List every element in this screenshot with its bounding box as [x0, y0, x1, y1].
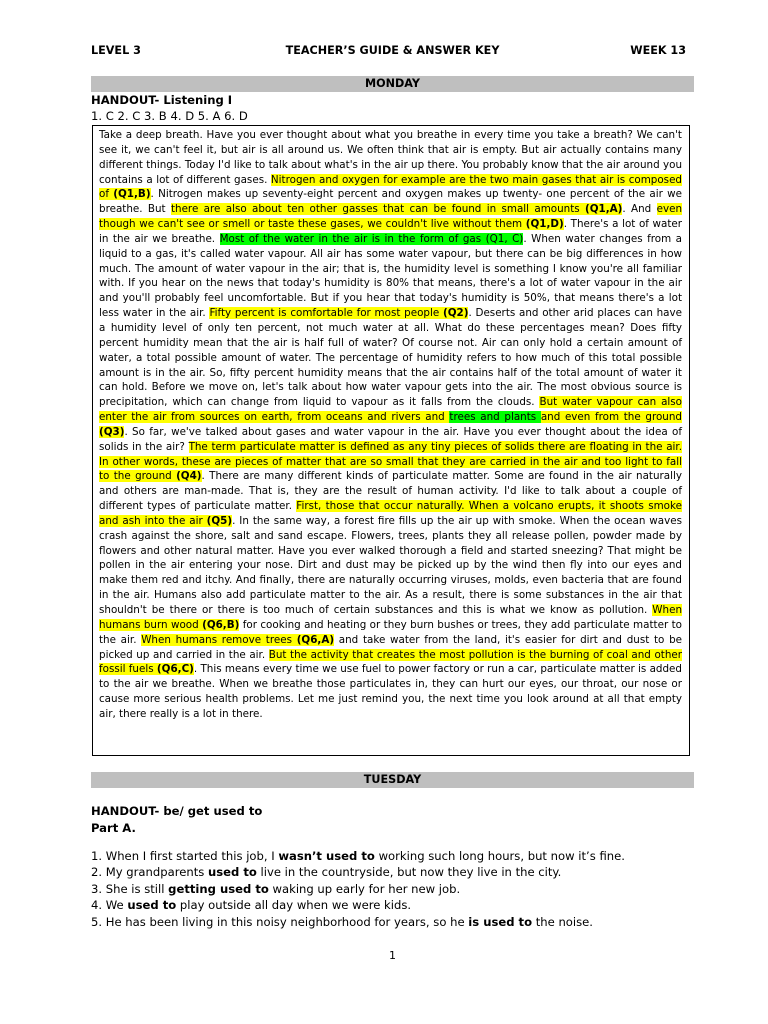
sentence-text: 1. When I first started this job, I	[91, 849, 279, 863]
transcript-segment: When humans burn wood	[99, 604, 682, 631]
week-label: WEEK 13	[630, 44, 686, 57]
transcript-segment: (Q4)	[176, 470, 202, 483]
sentence-item	[91, 897, 625, 913]
answer-sentences	[91, 848, 625, 930]
sentence-text: 5. He has been living in this noisy neighborhood for years, so he	[91, 914, 469, 929]
monday-handout-title: HANDOUT- Listening I	[91, 93, 233, 107]
answer-phrase: used to	[127, 898, 177, 913]
transcript-segment: and even from the ground	[540, 411, 682, 424]
transcript-segment: even though we can't see or smell or taste these gases, we couldn't live without them	[99, 203, 682, 231]
transcript-segment: trees and plants	[449, 411, 541, 424]
transcript-segment: Most of the water in the air is in the form of gas (Q1, C)	[219, 232, 524, 245]
sentence-item	[91, 848, 625, 864]
sentence-text: waking up early for her new job.	[268, 881, 461, 896]
transcript-segment: But the activity that creates the most pollution is the burning of coal and other fossil fuels	[99, 648, 683, 676]
sentence-text: 3. She is still	[91, 881, 169, 896]
tuesday-bar: TUESDAY	[91, 772, 694, 788]
transcript-segment: there are also about ten other gasses that can be found in small amounts	[170, 203, 586, 216]
transcript-segment: (Q6,C)	[156, 663, 194, 676]
sentence-item	[91, 864, 625, 880]
sentence-text: play outside all day when we were kids.	[176, 898, 412, 913]
transcript-segment: (Q1,D)	[525, 218, 564, 231]
transcript-segment: for cooking and heating or they burn bushes or trees, they add particulate matter to the air.	[99, 618, 682, 646]
transcript-segment: . There are many different kinds of particulate matter. Some are found in the air naturally and others are man-made. That is, they are the result of human activity. I'd like to talk about a couple of different types of particulate matter.	[99, 470, 682, 513]
transcript-segment: (Q6,B)	[202, 618, 240, 631]
transcript-segment: . Nitrogen makes up seventy-eight percent and oxygen makes up twenty- one percent of the air we breathe. But	[99, 188, 682, 216]
sentence-text: working such long hours, but now it’s fine.	[374, 849, 625, 863]
level-label: LEVEL 3	[91, 44, 141, 57]
transcript-segment: (Q6,A)	[296, 633, 335, 646]
transcript-segment: Fifty percent is comfortable for most people	[209, 307, 443, 320]
page-number: 1	[389, 949, 396, 962]
transcript-segment: . So far, we've talked about gases and water vapour in the air. Have you ever thought about the idea of solids in the air?	[99, 425, 682, 453]
transcript-box	[92, 125, 690, 756]
transcript-segment: Take a deep breath. Have you ever thought about what you breathe in every time you take a breath? We can't see it, we can't feel it, but air is all around us. We often think that air is empty. But air actually contains many different things. Today I'd like to talk about what's in the air up there. You probably know that the air around you contains a lot of different gases.	[99, 129, 682, 186]
answer-phrase: used to	[207, 865, 257, 880]
answer-key: 1. C 2. C 3. B 4. D 5. A 6. D	[91, 109, 248, 123]
transcript-segment: (Q1,B)	[113, 188, 151, 201]
sentence-item	[91, 914, 625, 930]
sentence-text: live in the countryside, but now they live in the city.	[256, 865, 562, 880]
transcript-segment: The term particulate matter is defined as any tiny pieces of solids there are floating in the air. In other words, these are pieces of matter that are so small that they are carried in the air and too light to fall to the ground	[99, 440, 682, 483]
transcript-segment: . Deserts and other arid places can have a humidity level of only ten percent, not much water at all. What do these percentages mean? Does fifty percent humidity mean that the air is half full of water? Of course not. Air can only hold a certain amount of water, a total possible amount of water. The percentage of humidity refers to how much of this total possible amount is in the air. So, fifty percent humidity means that the air contains half of the total amount of water it can hold. Before we move on, let's talk about how water vapour gets into the air. The most obvious source is precipitation, which can change from liquid to vapour as it falls from the clouds.	[99, 307, 683, 409]
transcript-segment: . And	[622, 203, 657, 216]
tuesday-handout-title: HANDOUT- be/ get used to	[91, 804, 263, 818]
answer-phrase: wasn’t used to	[278, 849, 375, 863]
transcript-segment: When humans remove trees	[141, 633, 297, 646]
transcript-segment: . This means every time we use fuel to power factory or run a car, particulate matter is added to the air we breathe. When we breathe those particulates in, they can hurt our eyes, our throat, our nose or cause more serious health problems. Let me just remind you, the next time you look around at all that empty air, there really is a lot in there.	[99, 663, 682, 720]
answer-phrase: is used to	[468, 914, 533, 929]
transcript-segment: (Q3)	[99, 425, 125, 438]
answer-phrase: getting used to	[168, 881, 269, 896]
transcript-segment: (Q2)	[442, 307, 469, 320]
listening-transcript	[99, 128, 682, 722]
transcript-segment: First, those that occur naturally. When a volcano erupts, it shoots smoke and ash into the air	[99, 500, 682, 527]
transcript-segment: Nitrogen and oxygen for example are the two main gases that air is composed of	[99, 173, 683, 201]
transcript-segment: . When water changes from a liquid to a gas, it's called water vapour. All air has some water vapour, but there can be big differences in how much. The amount of water vapour in the air; that is, the humidity level is something I know you're all familiar with. If you hear on the news that today's humidity is 80% that means, there's a lot of water vapour in the air and you'll probably feel uncomfortable. But if you hear that today's humidity is 50%, that means there's a lot less water in the air.	[99, 232, 682, 320]
sentence-text: 4. We	[91, 898, 128, 913]
transcript-segment: (Q1,A)	[585, 203, 623, 216]
monday-bar: MONDAY	[91, 76, 694, 92]
page-header	[91, 44, 694, 60]
transcript-segment: and take water from the land, it's easier for dirt and dust to be picked up and carried in the air.	[99, 633, 682, 661]
sentence-text: 2. My grandparents	[91, 865, 208, 880]
transcript-segment: But water vapour can also enter the air from sources on earth, from oceans and rivers and	[99, 396, 682, 424]
sentence-item	[91, 881, 625, 897]
transcript-segment: (Q5)	[206, 514, 233, 527]
transcript-segment: . In the same way, a forest fire fills up the air up with smoke. When the ocean waves crash against the shore, salt and sand escape. Flowers, trees, plants they all release pollen, powder made by flowers and other natural matter. Have you ever walked thorough a field and started sneezing? That might be pollen in the air entering your nose. Dirt and dust may be picked up by the wind then fly into our eyes and make them red and itchy. And finally, there are naturally occurring viruses, molds, even bacteria that are found in the air. Humans also add particulate matter to the air. As a result, there is some substances in the air that shouldn't be there or there is too much of certain substances and this is what we know as pollution.	[99, 514, 682, 616]
transcript-segment: . There's a lot of water in the air we breathe.	[99, 218, 683, 245]
sentence-text: the noise.	[532, 914, 593, 929]
guide-title: TEACHER’S GUIDE & ANSWER KEY	[285, 44, 500, 57]
part-a-label: Part A.	[91, 821, 136, 835]
